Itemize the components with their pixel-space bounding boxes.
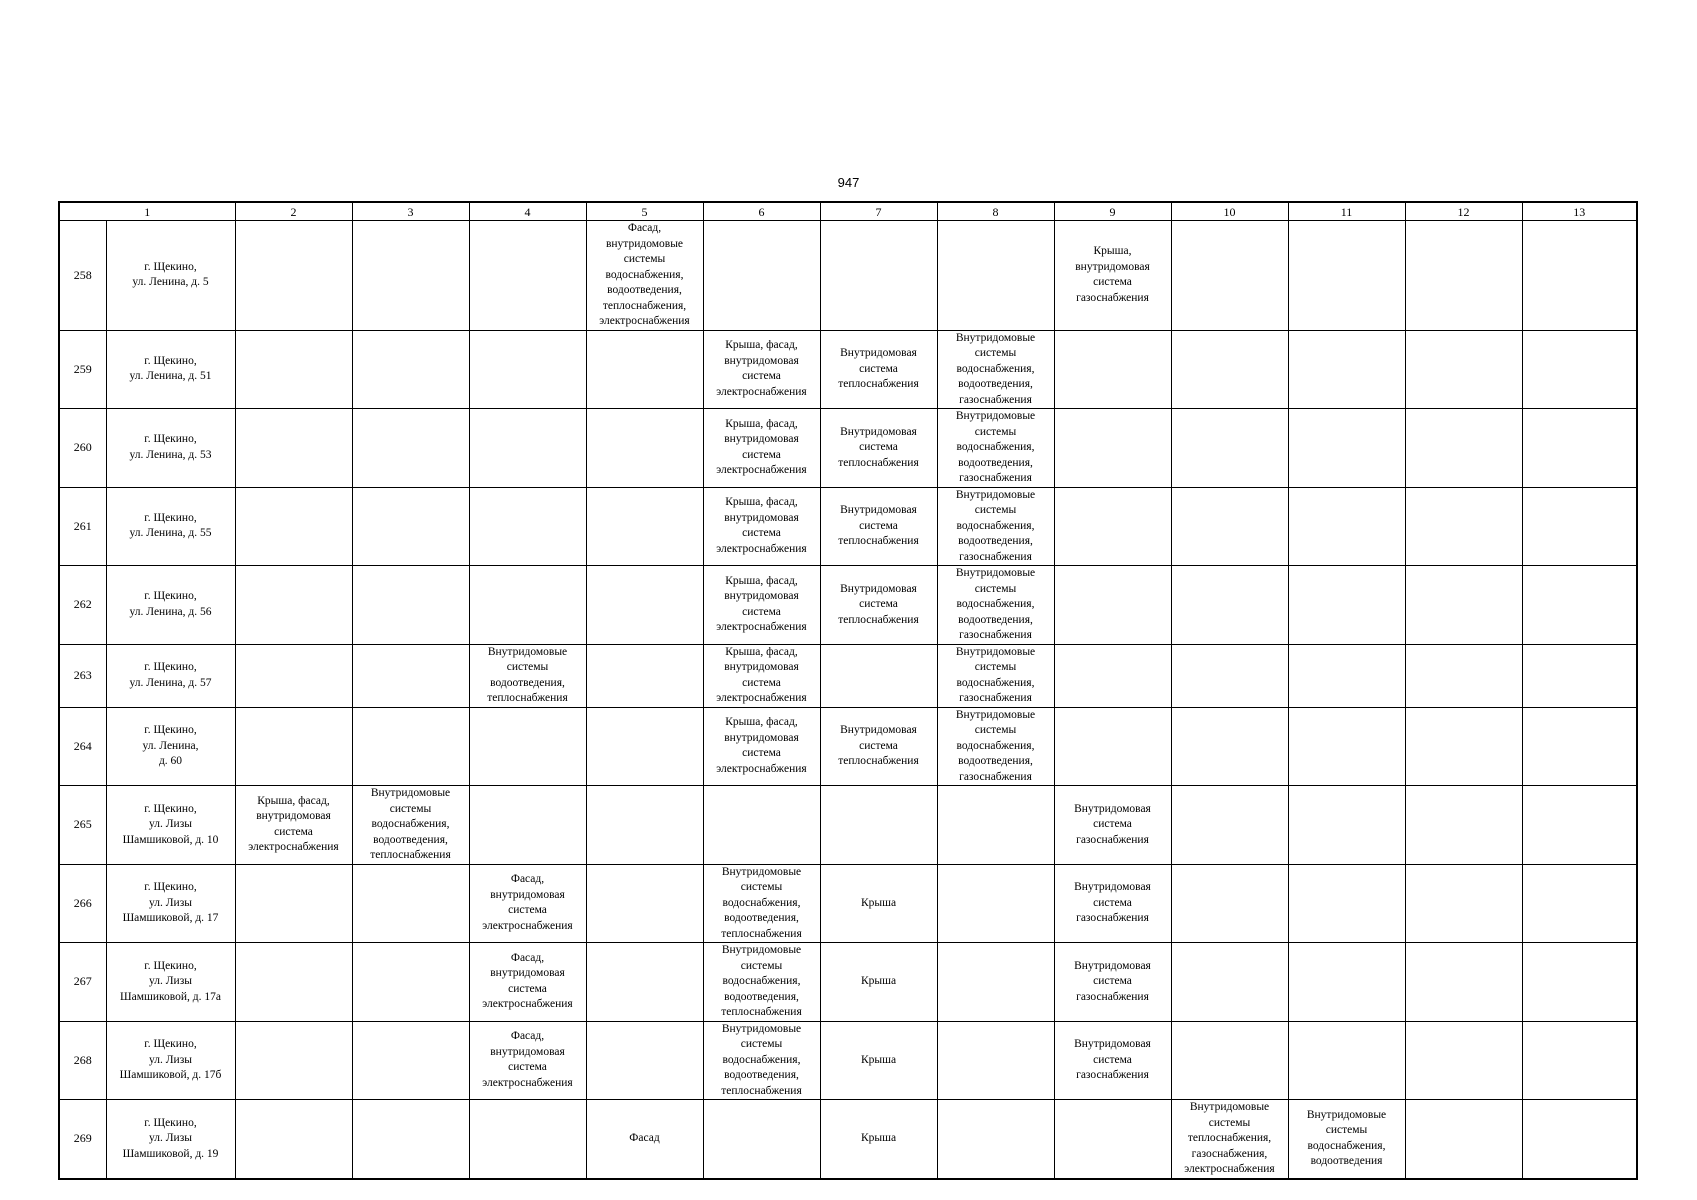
work-cell-col-3 [352,566,469,645]
row-number: 266 [59,864,106,943]
table-row [59,221,1637,331]
work-cell-col-9 [1054,644,1171,707]
table-row [59,707,1637,786]
work-cell-col-2 [235,409,352,488]
work-cell-col-3 [352,330,469,409]
work-cell-col-8: Внутридомовые системы водоснабжения, водоотведения, газоснабжения [937,487,1054,566]
column-header-8: 8 [937,202,1054,221]
address-cell: г. Щекино, ул. Ленина, д. 55 [106,487,235,566]
table-row [59,644,1637,707]
work-cell-col-4: Фасад, внутридомовая система электроснабжения [469,943,586,1022]
work-cell-col-13 [1522,221,1637,331]
column-header-7: 7 [820,202,937,221]
work-cell-col-2 [235,1100,352,1179]
work-cell-col-12 [1405,644,1522,707]
work-cell-col-5 [586,1021,703,1100]
work-cell-col-13 [1522,864,1637,943]
work-cell-col-6 [703,786,820,865]
work-cell-col-12 [1405,1100,1522,1179]
address-cell: г. Щекино, ул. Ленина, д. 5 [106,221,235,331]
work-cell-col-12 [1405,864,1522,943]
work-cell-col-9: Внутридомовая система газоснабжения [1054,786,1171,865]
row-number: 267 [59,943,106,1022]
work-cell-col-4 [469,566,586,645]
work-cell-col-11 [1288,330,1405,409]
work-cell-col-2 [235,566,352,645]
work-cell-col-7: Внутридомовая система теплоснабжения [820,487,937,566]
table-row [59,566,1637,645]
row-number: 262 [59,566,106,645]
work-cell-col-3 [352,1100,469,1179]
table-row [59,943,1637,1022]
work-cell-col-2 [235,943,352,1022]
work-cell-col-2 [235,707,352,786]
work-cell-col-3 [352,1021,469,1100]
work-cell-col-10 [1171,943,1288,1022]
work-cell-col-6 [703,1100,820,1179]
work-cell-col-7 [820,786,937,865]
work-cell-col-7: Внутридомовая система теплоснабжения [820,330,937,409]
row-number: 261 [59,487,106,566]
work-cell-col-9: Внутридомовая система газоснабжения [1054,943,1171,1022]
work-cell-col-8 [937,786,1054,865]
work-cell-col-9 [1054,409,1171,488]
address-cell: г. Щекино, ул. Лизы Шамшиковой, д. 17 [106,864,235,943]
work-cell-col-3 [352,864,469,943]
work-cell-col-9 [1054,707,1171,786]
work-cell-col-12 [1405,707,1522,786]
work-cell-col-6 [703,221,820,331]
table-row [59,786,1637,865]
work-cell-col-13 [1522,487,1637,566]
work-cell-col-2 [235,330,352,409]
work-cell-col-4: Фасад, внутридомовая система электроснабжения [469,864,586,943]
work-cell-col-5 [586,487,703,566]
column-header-2: 2 [235,202,352,221]
address-cell: г. Щекино, ул. Лизы Шамшиковой, д. 17а [106,943,235,1022]
column-header-5: 5 [586,202,703,221]
work-cell-col-10: Внутридомовые системы теплоснабжения, газоснабжения, электроснабжения [1171,1100,1288,1179]
work-cell-col-9: Крыша, внутридомовая система газоснабжения [1054,221,1171,331]
work-cell-col-10 [1171,487,1288,566]
table-row [59,864,1637,943]
work-cell-col-8 [937,943,1054,1022]
work-cell-col-9 [1054,566,1171,645]
work-cell-col-4 [469,786,586,865]
address-cell: г. Щекино, ул. Лизы Шамшиковой, д. 17б [106,1021,235,1100]
table-row [59,1100,1637,1179]
work-cell-col-12 [1405,330,1522,409]
work-cell-col-8: Внутридомовые системы водоснабжения, водоотведения, газоснабжения [937,707,1054,786]
work-cell-col-3 [352,409,469,488]
column-header-9: 9 [1054,202,1171,221]
work-cell-col-2 [235,864,352,943]
work-cell-col-8: Внутридомовые системы водоснабжения, водоотведения, газоснабжения [937,409,1054,488]
work-cell-col-13 [1522,409,1637,488]
work-cell-col-6: Внутридомовые системы водоснабжения, водоотведения, теплоснабжения [703,864,820,943]
work-cell-col-13 [1522,786,1637,865]
work-cell-col-7 [820,644,937,707]
work-cell-col-6: Крыша, фасад, внутридомовая система электроснабжения [703,707,820,786]
work-cell-col-10 [1171,786,1288,865]
work-cell-col-11 [1288,943,1405,1022]
work-cell-col-12 [1405,409,1522,488]
work-cell-col-7: Внутридомовая система теплоснабжения [820,566,937,645]
work-cell-col-3 [352,487,469,566]
work-cell-col-4 [469,221,586,331]
work-cell-col-6: Внутридомовые системы водоснабжения, водоотведения, теплоснабжения [703,943,820,1022]
work-cell-col-12 [1405,487,1522,566]
work-cell-col-8: Внутридомовые системы водоснабжения, газоснабжения [937,644,1054,707]
row-number: 269 [59,1100,106,1179]
row-number: 265 [59,786,106,865]
work-cell-col-6: Крыша, фасад, внутридомовая система электроснабжения [703,566,820,645]
work-cell-col-10 [1171,221,1288,331]
work-cell-col-7: Внутридомовая система теплоснабжения [820,707,937,786]
column-header-3: 3 [352,202,469,221]
work-cell-col-2 [235,644,352,707]
work-cell-col-12 [1405,566,1522,645]
work-cell-col-2: Крыша, фасад, внутридомовая система электроснабжения [235,786,352,865]
work-cell-col-5 [586,330,703,409]
work-cell-col-5: Фасад, внутридомовые системы водоснабжения, водоотведения, теплоснабжения, электроснабжения [586,221,703,331]
column-header-11: 11 [1288,202,1405,221]
work-cell-col-9: Внутридомовая система газоснабжения [1054,864,1171,943]
table-row [59,1021,1637,1100]
work-cell-col-6: Внутридомовые системы водоснабжения, водоотведения, теплоснабжения [703,1021,820,1100]
work-cell-col-6: Крыша, фасад, внутридомовая система электроснабжения [703,409,820,488]
work-cell-col-11 [1288,707,1405,786]
work-cell-col-13 [1522,943,1637,1022]
work-cell-col-4 [469,330,586,409]
row-number: 260 [59,409,106,488]
work-cell-col-8 [937,864,1054,943]
table-row [59,409,1637,488]
work-cell-col-6: Крыша, фасад, внутридомовая система электроснабжения [703,330,820,409]
work-cell-col-7: Крыша [820,1021,937,1100]
work-cell-col-13 [1522,707,1637,786]
work-cell-col-12 [1405,1021,1522,1100]
work-cell-col-7: Внутридомовая система теплоснабжения [820,409,937,488]
work-cell-col-10 [1171,644,1288,707]
work-cell-col-3 [352,644,469,707]
row-number: 268 [59,1021,106,1100]
work-cell-col-4 [469,409,586,488]
work-cell-col-7: Крыша [820,943,937,1022]
work-cell-col-5: Фасад [586,1100,703,1179]
work-cell-col-5 [586,864,703,943]
work-cell-col-10 [1171,864,1288,943]
work-cell-col-10 [1171,566,1288,645]
row-number: 264 [59,707,106,786]
repair-schedule-table [58,201,1638,1180]
work-cell-col-4: Внутридомовые системы водоотведения, теплоснабжения [469,644,586,707]
work-cell-col-5 [586,566,703,645]
work-cell-col-11 [1288,644,1405,707]
column-header-13: 13 [1522,202,1637,221]
work-cell-col-10 [1171,330,1288,409]
work-cell-col-9: Внутридомовая система газоснабжения [1054,1021,1171,1100]
work-cell-col-11 [1288,1021,1405,1100]
work-cell-col-11 [1288,221,1405,331]
address-cell: г. Щекино, ул. Ленина, д. 51 [106,330,235,409]
work-cell-col-7: Крыша [820,1100,937,1179]
work-cell-col-10 [1171,707,1288,786]
work-cell-col-13 [1522,1100,1637,1179]
table-row [59,487,1637,566]
address-cell: г. Щекино, ул. Ленина, д. 57 [106,644,235,707]
work-cell-col-13 [1522,330,1637,409]
work-cell-col-10 [1171,409,1288,488]
work-cell-col-2 [235,221,352,331]
work-cell-col-11 [1288,864,1405,943]
work-cell-col-10 [1171,1021,1288,1100]
work-cell-col-11 [1288,487,1405,566]
address-cell: г. Щекино, ул. Ленина, д. 53 [106,409,235,488]
work-cell-col-4 [469,487,586,566]
work-cell-col-11 [1288,786,1405,865]
work-cell-col-11 [1288,566,1405,645]
row-number: 263 [59,644,106,707]
work-cell-col-8 [937,1100,1054,1179]
address-cell: г. Щекино, ул. Ленина, д. 60 [106,707,235,786]
work-cell-col-5 [586,943,703,1022]
work-cell-col-7 [820,221,937,331]
work-cell-col-13 [1522,566,1637,645]
work-cell-col-13 [1522,1021,1637,1100]
work-cell-col-3 [352,707,469,786]
table-row [59,330,1637,409]
column-header-10: 10 [1171,202,1288,221]
work-cell-col-8: Внутридомовые системы водоснабжения, водоотведения, газоснабжения [937,330,1054,409]
work-cell-col-11: Внутридомовые системы водоснабжения, водоотведения [1288,1100,1405,1179]
work-cell-col-8: Внутридомовые системы водоснабжения, водоотведения, газоснабжения [937,566,1054,645]
work-cell-col-6: Крыша, фасад, внутридомовая система электроснабжения [703,487,820,566]
address-cell: г. Щекино, ул. Лизы Шамшиковой, д. 10 [106,786,235,865]
work-cell-col-3 [352,943,469,1022]
column-header-1: 1 [59,202,235,221]
page-number: 947 [837,175,860,190]
work-cell-col-5 [586,707,703,786]
address-cell: г. Щекино, ул. Лизы Шамшиковой, д. 19 [106,1100,235,1179]
work-cell-col-11 [1288,409,1405,488]
work-cell-col-3 [352,221,469,331]
work-cell-col-12 [1405,786,1522,865]
column-number-row [59,202,1637,221]
work-cell-col-5 [586,644,703,707]
work-cell-col-9 [1054,330,1171,409]
column-header-4: 4 [469,202,586,221]
work-cell-col-13 [1522,644,1637,707]
work-cell-col-2 [235,487,352,566]
work-cell-col-4 [469,707,586,786]
work-cell-col-9 [1054,1100,1171,1179]
work-cell-col-5 [586,409,703,488]
column-header-6: 6 [703,202,820,221]
address-cell: г. Щекино, ул. Ленина, д. 56 [106,566,235,645]
work-cell-col-8 [937,1021,1054,1100]
work-cell-col-7: Крыша [820,864,937,943]
row-number: 258 [59,221,106,331]
work-cell-col-6: Крыша, фасад, внутридомовая система электроснабжения [703,644,820,707]
work-cell-col-3: Внутридомовые системы водоснабжения, водоотведения, теплоснабжения [352,786,469,865]
work-cell-col-12 [1405,943,1522,1022]
row-number: 259 [59,330,106,409]
work-cell-col-9 [1054,487,1171,566]
work-cell-col-4 [469,1100,586,1179]
work-cell-col-8 [937,221,1054,331]
work-cell-col-4: Фасад, внутридомовая система электроснабжения [469,1021,586,1100]
column-header-12: 12 [1405,202,1522,221]
work-cell-col-2 [235,1021,352,1100]
work-cell-col-12 [1405,221,1522,331]
work-cell-col-5 [586,786,703,865]
